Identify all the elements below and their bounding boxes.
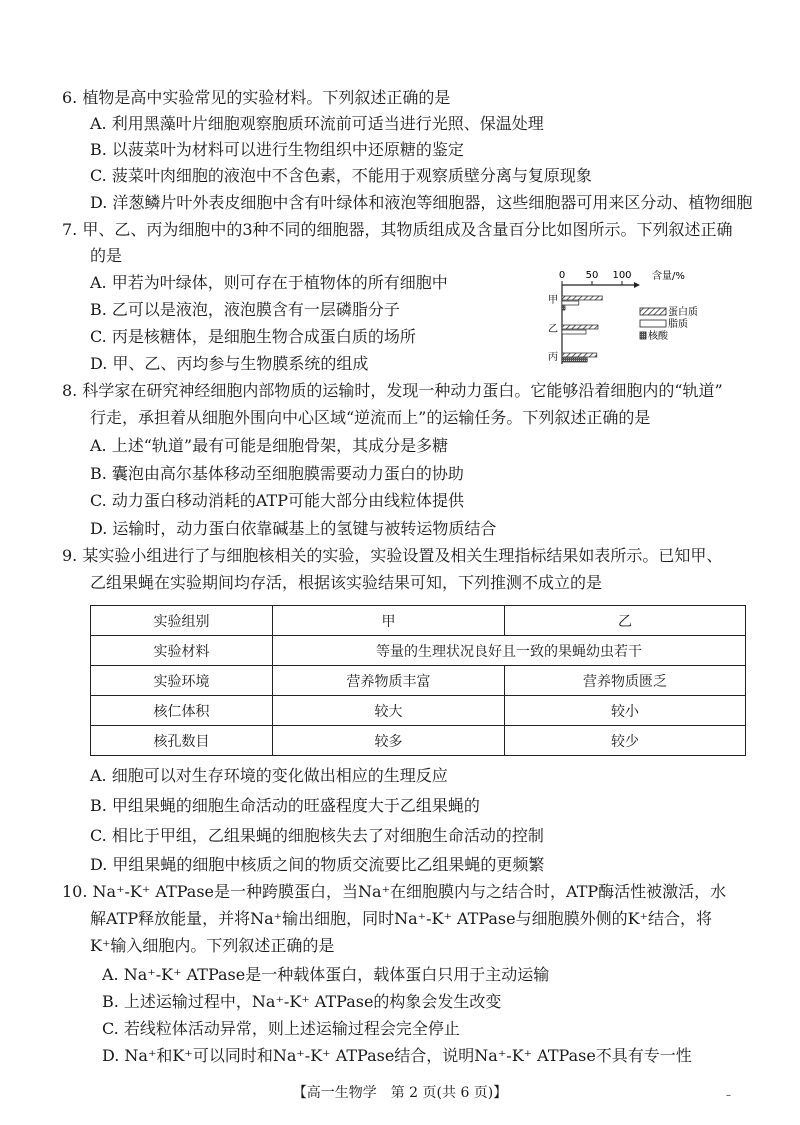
q9-stem-line2: 乙组果蝇在实验期间均存活，根据该实验结果可知，下列推测不成立的是: [90, 573, 603, 592]
table-row: [91, 666, 746, 696]
q7-option-c: C. 丙是核糖体，是细胞生物合成蛋白质的场所: [90, 327, 416, 346]
table-cell: 实验组别: [91, 606, 273, 636]
x-axis-arrow: [634, 282, 640, 288]
table-row: [91, 696, 746, 726]
q9-stem-line1: 9. 某实验小组进行了与细胞核相关的实验，实验设置及相关生理指标结果如表所示。已知甲、: [62, 546, 723, 565]
q10-option-d: D. Na⁺和K⁺可以同时和Na⁺-K⁺ ATPase结合，说明Na⁺-K⁺ ATPase不具有专一性: [102, 1046, 692, 1065]
legend-swatch-protein: [640, 308, 666, 315]
bar-lipid: [562, 330, 586, 334]
bar-nucleic-acid: [562, 306, 565, 310]
q7-option-b: B. 乙可以是液泡，液泡膜含有一层磷脂分子: [90, 300, 400, 319]
chart-svg: [536, 268, 736, 368]
q7-stem-line1: 7. 甲、乙、丙为细胞中的3种不同的细胞器，其物质组成及含量百分比如图所示。下列叙述正确: [62, 220, 733, 239]
legend-label-protein: 蛋白质: [668, 307, 698, 318]
q10-option-a: A. Na⁺-K⁺ ATPase是一种载体蛋白，载体蛋白只用于主动运输: [102, 965, 550, 984]
q6-option-a: A. 利用黑藻叶片细胞观察胞质环流前可适当进行光照、保温处理: [90, 114, 544, 133]
bar-protein: [562, 296, 602, 300]
bars-group: [562, 296, 602, 362]
x-axis-unit: 含量/%: [652, 271, 685, 282]
table-row: [91, 726, 746, 756]
table-cell: 营养物质丰富: [273, 666, 505, 696]
q9-option-b: B. 甲组果蝇的细胞生命活动的旺盛程度大于乙组果蝇的: [90, 796, 480, 815]
bar-nucleic-acid: [562, 358, 587, 362]
table-cell: 甲: [273, 606, 505, 636]
q10-option-b: B. 上述运输过程中，Na⁺-K⁺ ATPase的构象会发生改变: [102, 992, 502, 1011]
q8-stem-line1: 8. 科学家在研究神经细胞内部物质的运输时，发现一种动力蛋白。它能够沿着细胞内的“轨道”: [62, 381, 723, 400]
x-tick-label: 0: [558, 270, 566, 281]
q6-option-b: B. 以菠菜叶为材料可以进行生物组织中还原糖的鉴定: [90, 140, 464, 159]
x-tick-label: 100: [612, 270, 632, 281]
table-cell: 较少: [505, 726, 746, 756]
table-cell: 较大: [273, 696, 505, 726]
experiment-table: [90, 605, 746, 756]
page-footer: 【高一生物学 第 2 页(共 6 页)】: [292, 1085, 508, 1101]
q9-option-a: A. 细胞可以对生存环境的变化做出相应的生理反应: [90, 766, 448, 785]
q8-option-d: D. 运输时，动力蛋白依靠碱基上的氢键与被转运物质结合: [90, 519, 497, 538]
row-label-yi: 乙: [548, 324, 558, 335]
q6-option-d: D. 洋葱鳞片叶外表皮细胞中含有叶绿体和液泡等细胞器，这些细胞器可用来区分动、植物细胞: [90, 193, 753, 212]
legend-swatch-nucleic-acid: [640, 332, 646, 339]
q10-stem-line3: K⁺输入细胞内。下列叙述正确的是: [90, 936, 335, 955]
q8-stem-line2: 行走，承担着从细胞外围向中心区域“逆流而上”的运输任务。下列叙述正确的是: [90, 408, 651, 427]
table-cell: 乙: [505, 606, 746, 636]
table-row: [91, 636, 746, 666]
q7-option-d: D. 甲、乙、丙均参与生物膜系统的组成: [90, 354, 369, 373]
q8-option-b: B. 囊泡由高尔基体移动至细胞膜需要动力蛋白的协助: [90, 464, 464, 483]
row-label-jia: 甲: [548, 295, 558, 306]
q6-option-c: C. 菠菜叶肉细胞的液泡中不含色素，不能用于观察质壁分离与复原现象: [90, 166, 592, 185]
legend-swatch-lipid: [640, 320, 666, 327]
q8-option-a: A. 上述“轨道”最有可能是细胞骨架，其成分是多糖: [90, 436, 449, 455]
q9-option-c: C. 相比于甲组，乙组果蝇的细胞核失去了对细胞生命活动的控制: [90, 826, 544, 845]
row-label-bing: 丙: [548, 352, 558, 363]
table-cell: 较小: [505, 696, 746, 726]
bar-lipid: [562, 301, 579, 305]
legend-label-nucleic-acid: 核酸: [648, 331, 668, 342]
table-cell: 等量的生理状况良好且一致的果蝇幼虫若干: [273, 636, 746, 666]
table-cell: 营养物质匮乏: [505, 666, 746, 696]
table-cell: 核仁体积: [91, 696, 273, 726]
table-cell: 实验环境: [91, 666, 273, 696]
legend-label-lipid: 脂质: [668, 319, 688, 330]
bar-protein: [562, 325, 598, 329]
q10-option-c: C. 若线粒体活动异常，则上述运输过程会完全停止: [102, 1019, 460, 1038]
q10-stem-line1: 10. Na⁺-K⁺ ATPase是一种跨膜蛋白，当Na⁺在细胞膜内与之结合时，ATP酶活性被激活，水: [62, 882, 727, 901]
corner-mark: –: [726, 1090, 731, 1101]
q7-stem-line2: 的是: [90, 246, 123, 265]
q9-option-d: D. 甲组果蝇的细胞中核质之间的物质交流要比乙组果蝇的更频繁: [90, 855, 545, 874]
bar-protein: [562, 353, 597, 357]
q10-stem-line2: 解ATP释放能量，并将Na⁺输出细胞，同时Na⁺-K⁺ ATPase与细胞膜外侧的K⁺结合，将: [90, 909, 712, 928]
q8-option-c: C. 动力蛋白移动消耗的ATP可能大部分由线粒体提供: [90, 491, 464, 510]
q7-option-a: A. 甲若为叶绿体，则可存在于植物体的所有细胞中: [90, 273, 448, 292]
x-tick-label: 50: [585, 270, 599, 281]
table-cell: 较多: [273, 726, 505, 756]
table-cell: 实验材料: [91, 636, 273, 666]
table-cell: 核孔数目: [91, 726, 273, 756]
organelle-composition-chart: [536, 268, 736, 368]
table-row: [91, 606, 746, 636]
q6-stem: 6. 植物是高中实验常见的实验材料。下列叙述正确的是: [62, 88, 451, 107]
